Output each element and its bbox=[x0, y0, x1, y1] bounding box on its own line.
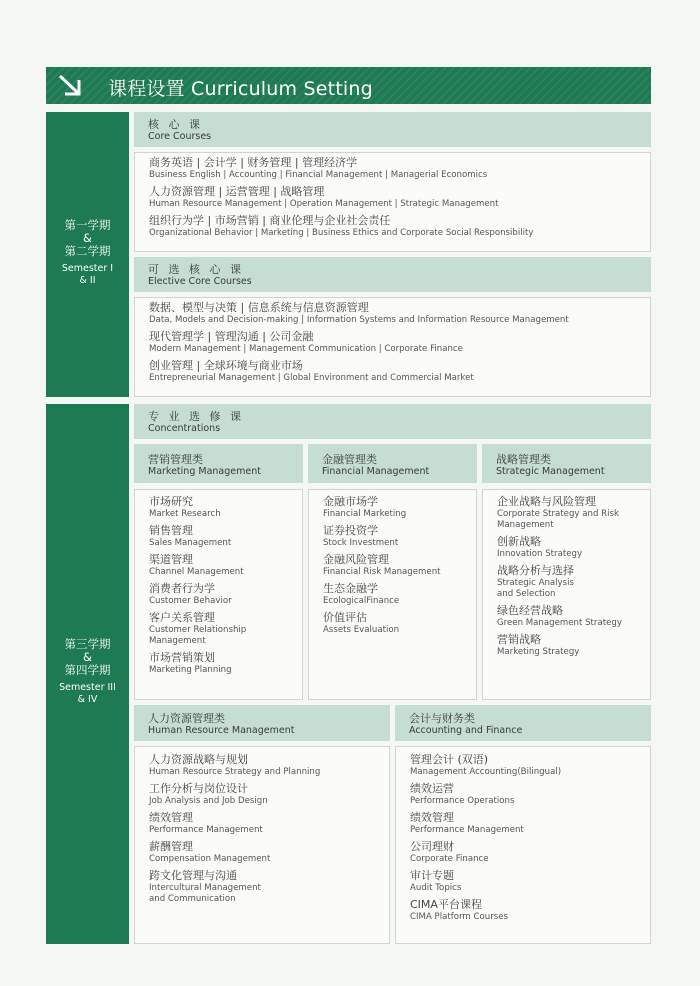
list-item bbox=[323, 611, 476, 636]
course-cn: 数据、模型与决策 | 信息系统与信息资源管理 bbox=[149, 301, 369, 314]
course-en: Business English | Accounting | Financial Management | Managerial Economics bbox=[149, 170, 488, 180]
list-item bbox=[497, 495, 650, 531]
course-en: Corporate Strategy and Risk Management bbox=[497, 509, 619, 530]
elective-courses-list bbox=[134, 297, 651, 397]
hr-courses-list bbox=[134, 746, 390, 944]
list-item bbox=[149, 611, 302, 647]
course-en: Marketing Strategy bbox=[497, 647, 580, 657]
band-title-cn: 专 业 选 修 课 bbox=[148, 410, 244, 423]
course-en: Modern Management | Management Communication | Corporate Finance bbox=[149, 344, 463, 354]
course-en: EcologicalFinance bbox=[323, 596, 400, 606]
course-en: Strategic Analysis and Selection bbox=[497, 578, 574, 599]
course-cn: 企业战略与风险管理 bbox=[497, 495, 596, 508]
semester-cn-line1: 第三学期 bbox=[64, 637, 111, 651]
concentrations-header bbox=[134, 404, 651, 439]
course-cn: 创新战略 bbox=[497, 535, 541, 548]
course-en: Human Resource Management | Operation Management | Strategic Management bbox=[149, 199, 499, 209]
core-courses-header bbox=[134, 112, 651, 147]
course-cn: 金融风险管理 bbox=[323, 553, 389, 566]
course-cn: 市场研究 bbox=[149, 495, 193, 508]
course-cn: 营销战略 bbox=[497, 633, 541, 646]
course-en: Sales Management bbox=[149, 538, 232, 548]
marketing-header bbox=[134, 444, 303, 483]
list-item bbox=[149, 869, 389, 905]
course-cn: 商务英语 | 会计学 | 财务管理 | 管理经济学 bbox=[149, 156, 358, 169]
accounting-courses-list bbox=[395, 746, 651, 944]
course-cn: 生态金融学 bbox=[323, 582, 378, 595]
list-item bbox=[497, 564, 650, 600]
section-header bbox=[46, 67, 651, 104]
course-cn: 跨文化管理与沟通 bbox=[149, 869, 237, 882]
band-title-cn: 金融管理类 bbox=[322, 453, 377, 466]
course-cn: CIMA平台课程 bbox=[410, 898, 482, 911]
list-item bbox=[149, 214, 650, 239]
list-item bbox=[149, 782, 389, 807]
list-item bbox=[323, 495, 476, 520]
course-cn: 金融市场学 bbox=[323, 495, 378, 508]
course-en: Compensation Management bbox=[149, 854, 271, 864]
strategy-courses-list bbox=[482, 489, 651, 700]
list-item bbox=[149, 156, 650, 181]
course-en: Green Management Strategy bbox=[497, 618, 622, 628]
course-en: Financial Risk Management bbox=[323, 567, 441, 577]
list-item bbox=[323, 553, 476, 578]
course-en: CIMA Platform Courses bbox=[410, 912, 509, 922]
band-title-en: Elective Core Courses bbox=[148, 276, 252, 287]
list-item bbox=[410, 898, 650, 923]
finance-courses-list bbox=[308, 489, 477, 700]
course-cn: 消费者行为学 bbox=[149, 582, 215, 595]
course-cn: 证券投资学 bbox=[323, 524, 378, 537]
list-item bbox=[410, 753, 650, 778]
finance-header bbox=[308, 444, 477, 483]
course-en: Corporate Finance bbox=[410, 854, 489, 864]
course-en: Data, Models and Decision-making | Information Systems and Information Resource Management bbox=[149, 315, 569, 325]
list-item bbox=[149, 301, 650, 326]
semester-cn-line2: 第四学期 bbox=[64, 663, 111, 677]
course-en: Assets Evaluation bbox=[323, 625, 400, 635]
list-item bbox=[410, 869, 650, 894]
course-cn: 组织行为学 | 市场营销 | 商业伦理与企业社会责任 bbox=[149, 214, 391, 227]
list-item bbox=[323, 524, 476, 549]
course-cn: 创业管理 | 全球环境与商业市场 bbox=[149, 359, 303, 372]
list-item bbox=[410, 840, 650, 865]
course-cn: 绩效管理 bbox=[410, 811, 454, 824]
list-item bbox=[149, 582, 302, 607]
list-item bbox=[149, 840, 389, 865]
page-title: 课程设置 Curriculum Setting bbox=[108, 78, 373, 100]
band-title-cn: 战略管理类 bbox=[496, 453, 551, 466]
course-en: Financial Marketing bbox=[323, 509, 407, 519]
course-en: Performance Operations bbox=[410, 796, 515, 806]
marketing-courses-list bbox=[134, 489, 303, 700]
course-cn: 价值评估 bbox=[323, 611, 367, 624]
list-item bbox=[149, 651, 302, 676]
course-en: Audit Topics bbox=[410, 883, 462, 893]
course-en: Channel Management bbox=[149, 567, 244, 577]
band-title-en: Accounting and Finance bbox=[409, 725, 523, 736]
semester-amp: & bbox=[83, 650, 92, 664]
list-item bbox=[410, 811, 650, 836]
list-item bbox=[149, 811, 389, 836]
semester-cn-line1: 第一学期 bbox=[64, 218, 111, 232]
hr-header bbox=[134, 705, 390, 741]
course-en: Customer Behavior bbox=[149, 596, 232, 606]
course-cn: 薪酬管理 bbox=[149, 840, 193, 853]
list-item bbox=[149, 185, 650, 210]
semester-cn-line2: 第二学期 bbox=[64, 244, 111, 258]
course-cn: 战略分析与选择 bbox=[497, 564, 574, 577]
band-title-en: Human Resource Management bbox=[148, 725, 295, 736]
course-cn: 销售管理 bbox=[149, 524, 193, 537]
band-title-en: Strategic Management bbox=[496, 466, 605, 477]
list-item bbox=[323, 582, 476, 607]
list-item bbox=[149, 330, 650, 355]
accounting-header bbox=[395, 705, 651, 741]
list-item bbox=[497, 604, 650, 629]
list-item bbox=[410, 782, 650, 807]
course-en: Market Research bbox=[149, 509, 221, 519]
list-item bbox=[149, 753, 389, 778]
list-item bbox=[149, 495, 302, 520]
semester-amp: & bbox=[83, 231, 92, 245]
course-cn: 管理会计 (双语) bbox=[410, 753, 489, 766]
course-en: Performance Management bbox=[149, 825, 263, 835]
band-title-en: Concentrations bbox=[148, 423, 221, 434]
semester-3-4-label bbox=[46, 404, 129, 944]
list-item bbox=[149, 359, 650, 384]
arrow-down-right-icon bbox=[56, 72, 86, 99]
course-cn: 绩效运营 bbox=[410, 782, 454, 795]
elective-courses-header bbox=[134, 257, 651, 292]
course-cn: 绿色经营战略 bbox=[497, 604, 563, 617]
semester-1-2-label bbox=[46, 112, 129, 397]
band-title-cn: 营销管理类 bbox=[148, 453, 203, 466]
course-en: Marketing Planning bbox=[149, 665, 232, 675]
list-item bbox=[149, 524, 302, 549]
list-item bbox=[149, 553, 302, 578]
core-courses-list bbox=[134, 152, 651, 252]
course-cn: 人力资源管理 | 运营管理 | 战略管理 bbox=[149, 185, 325, 198]
list-item bbox=[497, 535, 650, 560]
course-en: Human Resource Strategy and Planning bbox=[149, 767, 321, 777]
band-title-en: Financial Management bbox=[322, 466, 430, 477]
course-en: Job Analysis and Job Design bbox=[149, 796, 268, 806]
course-cn: 绩效管理 bbox=[149, 811, 193, 824]
course-cn: 现代管理学 | 管理沟通 | 公司金融 bbox=[149, 330, 314, 343]
band-title-cn: 可 选 核 心 课 bbox=[148, 263, 244, 276]
band-title-cn: 会计与财务类 bbox=[409, 712, 475, 725]
semester-en-line2: & II bbox=[79, 275, 96, 286]
course-en: Entrepreneurial Management | Global Environment and Commercial Market bbox=[149, 373, 474, 383]
course-en: Intercultural Management and Communication bbox=[149, 883, 261, 904]
course-en: Innovation Strategy bbox=[497, 549, 583, 559]
band-title-en: Marketing Management bbox=[148, 466, 261, 477]
semester-en-line1: Semester I bbox=[61, 263, 114, 274]
list-item bbox=[497, 633, 650, 658]
course-cn: 客户关系管理 bbox=[149, 611, 215, 624]
band-title-en: Core Courses bbox=[148, 131, 212, 142]
course-cn: 渠道管理 bbox=[149, 553, 193, 566]
semester-en-line1: Semester III bbox=[59, 682, 116, 693]
strategy-header bbox=[482, 444, 651, 483]
course-en: Performance Management bbox=[410, 825, 524, 835]
course-en: Organizational Behavior | Marketing | Business Ethics and Corporate Social Responsibility bbox=[149, 228, 534, 238]
course-en: Customer Relationship Management bbox=[149, 625, 247, 646]
course-cn: 审计专题 bbox=[410, 869, 454, 882]
course-en: Stock Investment bbox=[323, 538, 399, 548]
semester-en-line2: & IV bbox=[77, 694, 98, 705]
band-title-cn: 人力资源管理类 bbox=[148, 712, 225, 725]
course-cn: 市场营销策划 bbox=[149, 651, 215, 664]
course-cn: 人力资源战略与规划 bbox=[149, 753, 248, 766]
band-title-cn: 核 心 课 bbox=[148, 118, 203, 131]
course-en: Management Accounting(Bilingual) bbox=[410, 767, 562, 777]
course-cn: 工作分析与岗位设计 bbox=[149, 782, 248, 795]
course-cn: 公司理财 bbox=[410, 840, 454, 853]
